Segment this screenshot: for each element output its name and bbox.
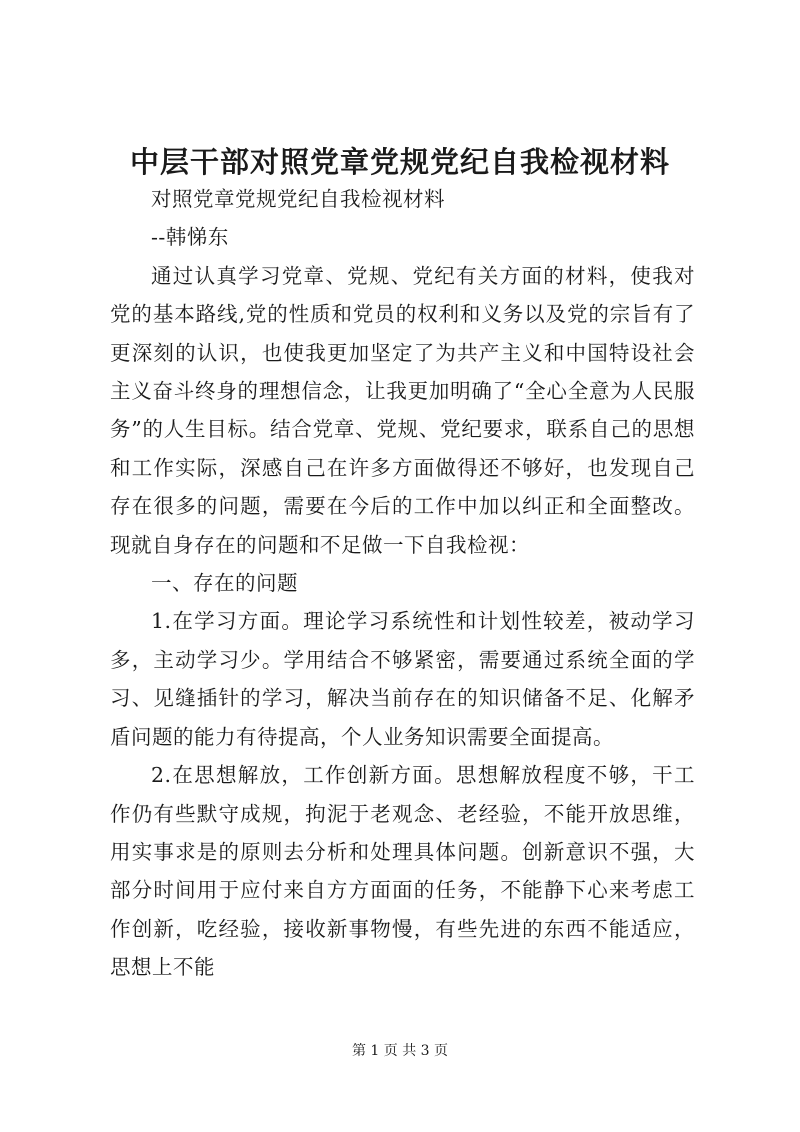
section-heading: 一、存在的问题 (151, 571, 298, 596)
document-body (110, 180, 695, 987)
author-paragraph: --韩悌东 (151, 225, 229, 250)
item-2-paragraph: 2.在思想解放，工作创新方面。思想解放程度不够，干工作仍有些默守成规，拘泥于老观念、老经验，不能开放思维，用实事求是的原则去分析和处理具体问题。创新意识不强，大部分时间用于应付来自方方面面的任务，不能静下心来考虑工作创新，吃经验，接收新事物慢，有些先进的东西不能适应，思想上不能 (110, 763, 695, 980)
document-title: 中层干部对照党章党规党纪自我检视材料 (129, 145, 670, 179)
intro-paragraph: 通过认真学习党章、党规、党纪有关方面的材料，使我对党的基本路线,党的性质和党员的权利和义务以及党的宗旨有了更深刻的认识，也使我更加坚定了为共产主义和中国特设社会主义奋斗终身的理想信念，让我更加明确了“全心全意为人民服务”的人生目标。结合党章、党规、党纪要求，联系自己的思想和工作实际，深感自己在许多方面做得还不够好，也发现自己存在很多的问题，需要在今后的工作中加以纠正和全面整改。现就自身存在的问题和不足做一下自我检视： (110, 263, 695, 557)
page-number: 第 1 页 共 3 页 (351, 1043, 449, 1059)
item-1-paragraph: 1.在学习方面。理论学习系统性和计划性较差，被动学习多，主动学习少。学用结合不够紧密，需要通过系统全面的学习、见缝插针的学习，解决当前存在的知识储备不足、化解矛盾问题的能力有待提高，个人业务知识需要全面提高。 (110, 609, 695, 749)
subtitle-paragraph: 对照党章党规党纪自我检视材料 (151, 187, 445, 211)
